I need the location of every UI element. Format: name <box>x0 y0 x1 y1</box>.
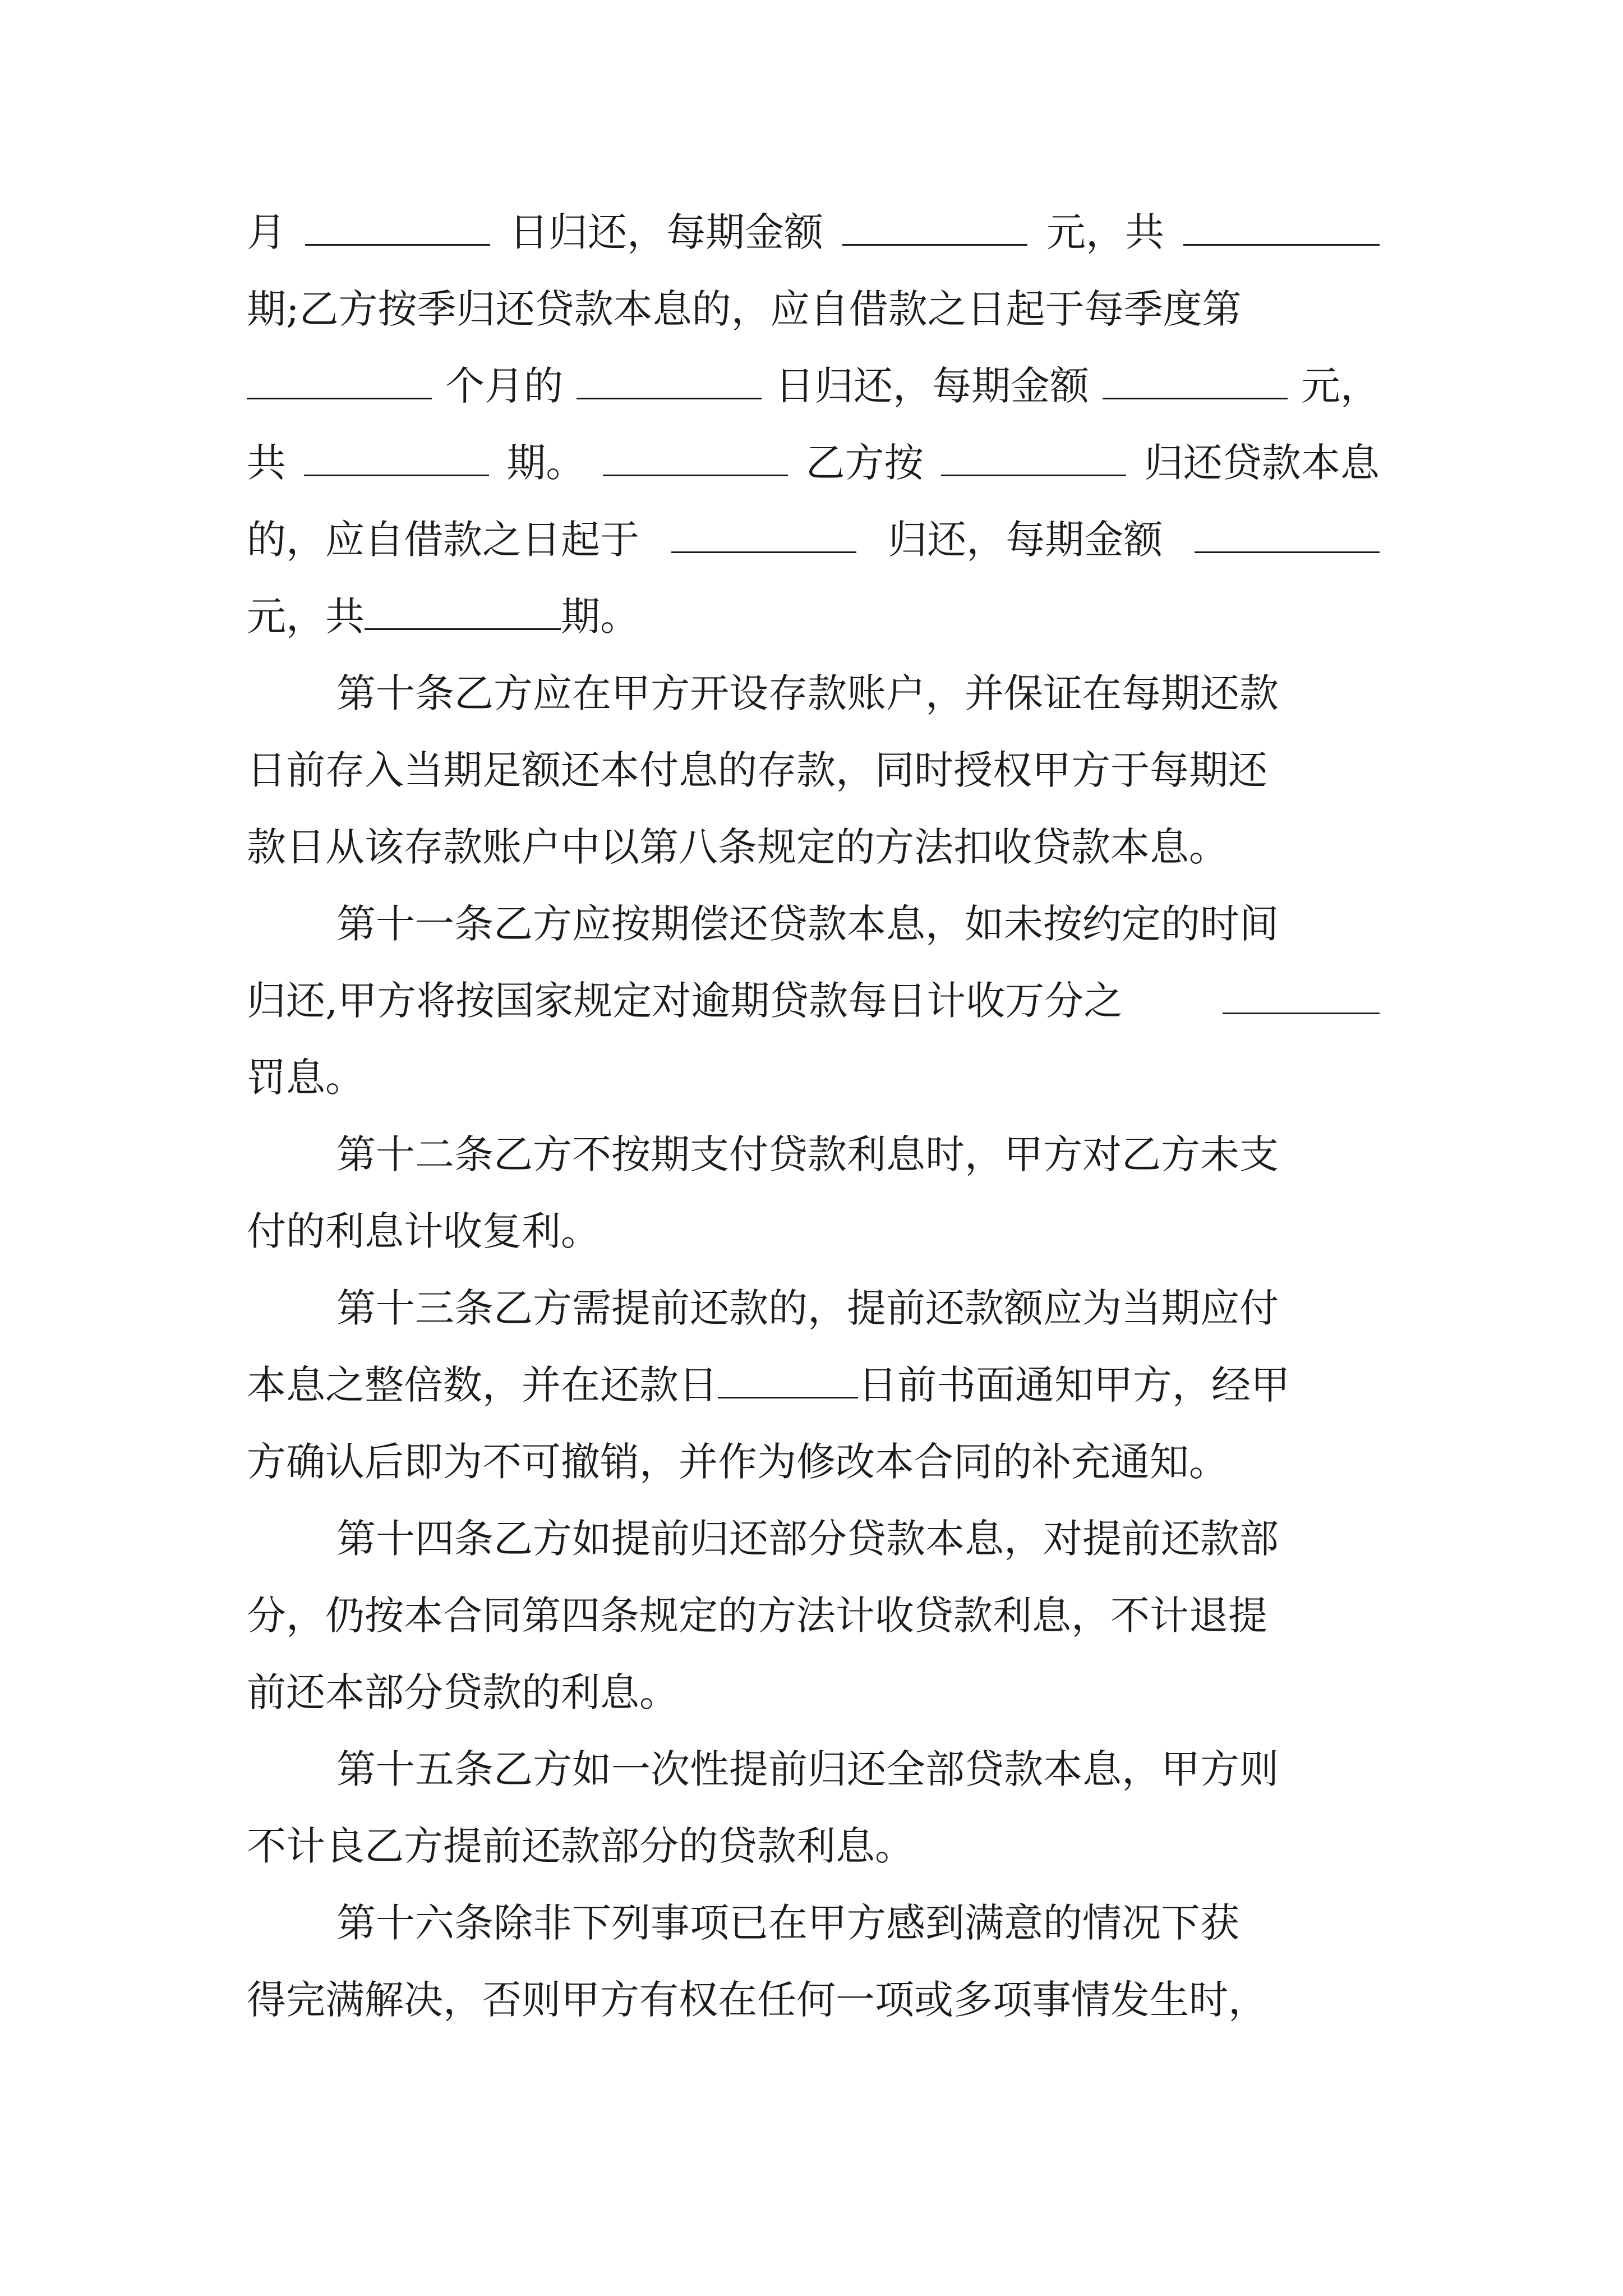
fill-in-blank <box>718 1362 858 1398</box>
text-line-21 <box>247 1745 1380 1794</box>
text-line-15 <box>247 1283 1380 1333</box>
text-segment: 得完满解决，否则甲方有权在任何一项或多项事情发生时， <box>247 1977 1267 2023</box>
fill-in-blank <box>1183 209 1380 246</box>
text-segment: 期。 <box>561 593 639 639</box>
text-line-2 <box>247 284 1380 334</box>
text-line-9 <box>247 822 1380 872</box>
text-segment: 第十二条乙方不按期支付贷款利息时，甲方对乙方未支 <box>336 1131 1279 1177</box>
text-line-8 <box>247 746 1380 795</box>
text-segment: 日归还，每期金额 <box>509 209 823 255</box>
text-segment: 归还贷款本息 <box>1144 440 1380 486</box>
text-line-6 <box>247 592 1380 641</box>
text-segment: 前还本部分贷款的利息。 <box>247 1669 679 1715</box>
text-segment: 的，应自借款之日起于 <box>247 517 639 563</box>
text-line-16 <box>247 1360 1380 1410</box>
fill-in-blank <box>1223 978 1380 1014</box>
text-line-14 <box>247 1207 1380 1256</box>
text-line-11 <box>247 976 1380 1025</box>
fill-in-blank <box>305 209 490 246</box>
fill-in-blank <box>671 517 856 553</box>
fill-in-blank <box>603 440 788 476</box>
fill-in-blank <box>842 209 1027 246</box>
text-segment: 元， <box>1301 363 1380 409</box>
text-segment: 罚息。 <box>247 1055 365 1101</box>
text-line-5 <box>247 515 1380 564</box>
text-segment: 款日从该存款账户中以第八条规定的方法扣收贷款本息。 <box>247 824 1228 870</box>
text-segment: 第十六条除非下列事项已在甲方感到满意的情况下获 <box>336 1900 1239 1946</box>
text-line-19 <box>247 1591 1380 1640</box>
document-page <box>247 208 1380 2052</box>
text-segment: 日归还，每期金额 <box>775 363 1089 409</box>
text-line-24 <box>247 1975 1380 2024</box>
text-line-3 <box>247 361 1380 411</box>
text-line-10 <box>247 899 1380 949</box>
text-segment: 个月的 <box>445 363 563 409</box>
text-segment: 期。 <box>506 440 585 486</box>
text-segment: 付的利息计收复利。 <box>247 1208 600 1254</box>
text-line-17 <box>247 1437 1380 1487</box>
text-line-7 <box>247 669 1380 718</box>
text-segment: 期;乙方按季归还贷款本息的，应自借款之日起于每季度第 <box>247 286 1242 332</box>
text-segment: 共 <box>247 440 286 486</box>
text-segment: 不计良乙方提前还款部分的贷款利息。 <box>247 1823 914 1869</box>
text-line-20 <box>247 1668 1380 1717</box>
text-segment: 乙方按 <box>805 440 924 486</box>
text-segment: 第十五条乙方如一次性提前归还全部贷款本息，甲方则 <box>336 1746 1279 1792</box>
text-segment: 日前书面通知甲方，经甲 <box>858 1362 1290 1408</box>
text-segment: 分，仍按本合同第四条规定的方法计收贷款利息，不计退提 <box>247 1593 1267 1639</box>
text-segment: 第十四条乙方如提前归还部分贷款本息，对提前还款部 <box>336 1516 1279 1562</box>
text-line-12 <box>247 1053 1380 1102</box>
text-segment: 月 <box>247 209 286 255</box>
text-segment: 日前存入当期足额还本付息的存款，同时授权甲方于每期还 <box>247 747 1267 793</box>
text-segment: 元，共 <box>247 593 365 639</box>
fill-in-blank <box>304 440 489 476</box>
text-line-4 <box>247 438 1380 487</box>
text-line-22 <box>247 1821 1380 1871</box>
text-line-18 <box>247 1514 1380 1563</box>
text-segment: 归还,甲方将按国家规定对逾期贷款每日计收万分之 <box>247 978 1123 1024</box>
fill-in-blank <box>577 363 762 399</box>
text-segment: 第十一条乙方应按期偿还贷款本息，如未按约定的时间 <box>336 901 1279 947</box>
fill-in-blank <box>365 593 561 630</box>
fill-in-blank <box>247 363 432 399</box>
text-line-23 <box>247 1898 1380 1948</box>
text-segment: 元，共 <box>1046 209 1164 255</box>
text-line-1 <box>247 208 1380 257</box>
text-segment: 归还，每期金额 <box>888 517 1163 563</box>
text-segment: 第十三条乙方需提前还款的，提前还款额应为当期应付 <box>336 1285 1279 1331</box>
text-segment: 第十条乙方应在甲方开设存款账户，并保证在每期还款 <box>336 670 1279 716</box>
text-segment: 方确认后即为不可撤销，并作为修改本合同的补充通知。 <box>247 1439 1228 1485</box>
fill-in-blank <box>941 440 1126 476</box>
text-line-13 <box>247 1130 1380 1179</box>
fill-in-blank <box>1195 517 1380 553</box>
text-segment: 本息之整倍数，并在还款日 <box>247 1362 718 1408</box>
fill-in-blank <box>1103 363 1288 399</box>
